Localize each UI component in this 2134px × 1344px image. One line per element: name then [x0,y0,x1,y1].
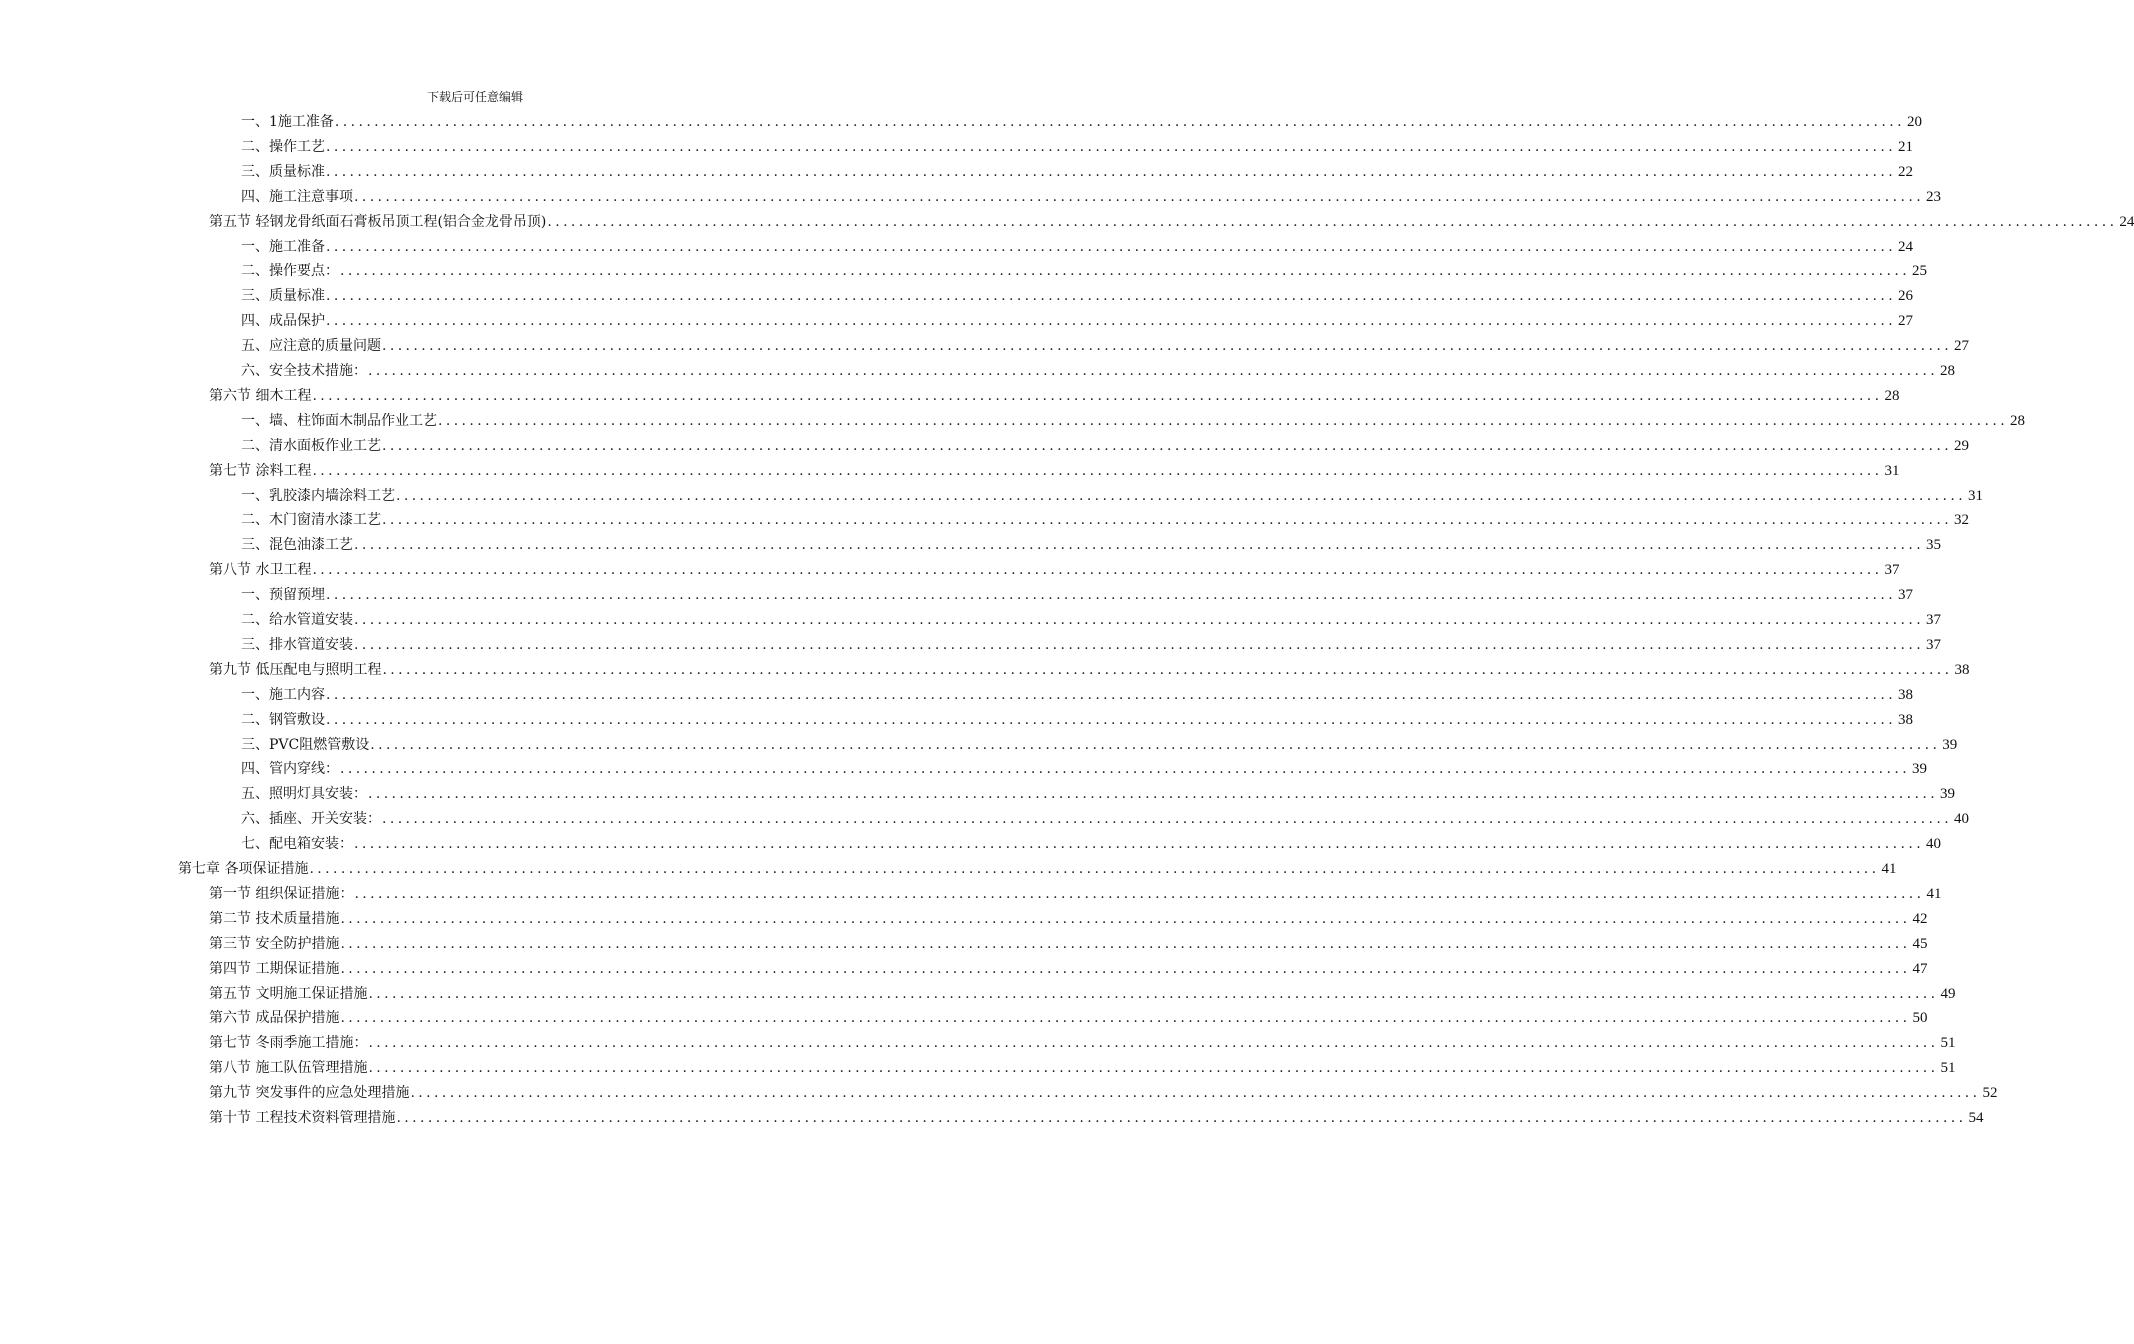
toc-dot-leader: ........................................................................................................................................................................................................ [326,163,1897,180]
toc-entry-page-number: 39 [1912,761,1928,778]
toc-entry-title: 四、施工注意事项 [241,188,353,205]
toc-entry[interactable] [209,882,1942,906]
toc-dot-leader: ........................................................................................................................................................................................................ [334,114,1905,130]
toc-entry-title: 二、给水管道安装 [241,612,353,628]
toc-entry-title: 第九节 低压配电与照明工程 [209,661,382,678]
toc-dot-leader: ........................................................................................................................................................................................................ [368,1035,1939,1052]
toc-entry-title: 三、排水管道安装 [241,636,353,653]
toc-dot-leader: ........................................................................................................................................................................................................ [326,238,1897,255]
toc-entry[interactable] [241,782,1956,806]
toc-dot-leader: ........................................................................................................................................................................................................ [312,387,1883,404]
toc-entry[interactable] [209,1081,1998,1105]
toc-entry[interactable] [241,583,1914,607]
toc-dot-leader: ........................................................................................................................................................................................................ [382,437,1953,454]
toc-entry-title: 第七章 各项保证措施 [178,861,309,877]
toc-entry-title: 第七节 冬雨季施工措施： [209,1035,368,1052]
toc-entry-title: 六、插座、开关安装： [241,811,381,828]
toc-entry-title: 五、照明灯具安装： [241,786,367,803]
toc-entry-title: 一、施工内容 [241,686,325,703]
toc-entry[interactable] [241,608,1942,632]
toc-dot-leader: ........................................................................................................................................................................................................ [312,562,1883,579]
toc-entry-title: 四、管内穿线： [241,761,339,778]
toc-entry-title: 三、PVC阻燃管敷设 [241,736,370,753]
toc-entry-page-number: 20 [1906,114,1922,130]
toc-entry-page-number: 50 [1912,1010,1928,1027]
toc-entry[interactable] [241,832,1942,856]
toc-entry-title: 第八节 水卫工程 [209,562,312,579]
toc-entry[interactable] [241,160,1914,184]
toc-entry-page-number: 24 [2119,213,2134,230]
toc-dot-leader: ........................................................................................................................................................................................................ [340,910,1911,927]
toc-entry-title: 一、乳胶漆内墙涂料工艺 [241,487,395,504]
toc-dot-leader: ........................................................................................................................................................................................................ [312,462,1883,479]
toc-entry[interactable] [209,459,1900,483]
toc-entry[interactable] [241,757,1928,781]
toc-entry-page-number: 22 [1898,163,1914,180]
toc-entry-title: 七、配电箱安装： [241,836,353,853]
toc-entry-title: 第五节 轻钢龙骨纸面石膏板吊顶工程(铝合金龙骨吊顶) [209,213,547,230]
toc-entry-page-number: 41 [1926,885,1942,902]
toc-entry-page-number: 31 [1884,462,1900,479]
toc-entry[interactable] [241,284,1914,308]
toc-entry-page-number: 49 [1940,985,1956,1002]
toc-entry-page-number: 28 [2010,412,2026,429]
toc-entry[interactable] [241,110,1922,134]
toc-entry[interactable] [241,708,1914,732]
toc-dot-leader: ........................................................................................................................................................................................................ [368,1060,1939,1077]
toc-entry-title: 一、施工准备 [241,238,325,255]
toc-entry-title: 第二节 技术质量措施 [209,910,340,927]
toc-entry[interactable] [209,210,2134,234]
toc-entry-title: 二、清水面板作业工艺 [241,437,381,454]
toc-entry-page-number: 31 [1968,487,1984,504]
toc-entry[interactable] [241,807,1970,831]
toc-entry[interactable] [241,733,1958,757]
toc-entry-title: 三、质量标准 [241,163,325,180]
toc-entry[interactable] [241,334,1970,358]
toc-entry-page-number: 37 [1898,587,1914,604]
toc-dot-leader: ........................................................................................................................................................................................................ [382,512,1953,529]
toc-dot-leader: ........................................................................................................................................................................................................ [326,587,1897,604]
toc-entry[interactable] [241,309,1914,333]
toc-entry-page-number: 27 [1954,338,1970,355]
toc-entry-title: 第三节 安全防护措施 [209,935,340,952]
toc-dot-leader: ........................................................................................................................................................................................................ [309,861,1880,877]
toc-dot-leader: ........................................................................................................................................................................................................ [368,363,1939,379]
toc-entry[interactable] [209,957,1928,981]
toc-entry-page-number: 51 [1940,1060,1956,1077]
toc-entry-title: 第九节 突发事件的应急处理措施 [209,1085,410,1102]
toc-entry-page-number: 54 [1968,1110,1984,1126]
toc-dot-leader: ........................................................................................................................................................................................................ [354,836,1925,853]
toc-entry-page-number: 37 [1926,636,1942,653]
toc-entry-title: 第五节 文明施工保证措施 [209,985,368,1002]
toc-entry[interactable] [209,982,1956,1006]
toc-entry-title: 第六节 成品保护措施 [209,1010,340,1027]
toc-dot-leader: ........................................................................................................................................................................................................ [326,288,1897,305]
toc-entry-page-number: 37 [1884,562,1900,579]
toc-entry[interactable] [209,1006,1928,1030]
toc-dot-leader: ........................................................................................................................................................................................................ [354,885,1925,902]
toc-entry-title: 二、操作工艺 [241,138,325,155]
toc-dot-leader: ........................................................................................................................................................................................................ [382,661,1953,678]
toc-dot-leader: ........................................................................................................................................................................................................ [340,960,1911,977]
toc-dot-leader: ........................................................................................................................................................................................................ [354,537,1925,554]
toc-entry-title: 一、1施工准备 [241,114,334,130]
toc-entry-title: 四、成品保护 [241,313,325,330]
toc-entry-title: 第四节 工期保证措施 [209,960,340,977]
toc-entry-title: 三、质量标准 [241,288,325,305]
toc-dot-leader: ........................................................................................................................................................................................................ [326,686,1897,703]
toc-entry-page-number: 29 [1954,437,1970,454]
page-header: 下载后可任意编辑 [426,90,523,104]
toc-entry-title: 一、预留预埋 [241,587,325,604]
toc-entry-page-number: 38 [1898,711,1914,728]
toc-entry[interactable] [241,235,1914,259]
toc-entry-page-number: 42 [1912,910,1928,927]
toc-entry-title: 第七节 涂料工程 [209,462,312,479]
toc-entry-page-number: 39 [1940,786,1956,803]
toc-dot-leader: ........................................................................................................................................................................................................ [340,1010,1911,1027]
toc-dot-leader: ........................................................................................................................................................................................................ [340,761,1911,778]
toc-entry-title: 二、木门窗清水漆工艺 [241,512,381,529]
toc-entry-page-number: 35 [1926,537,1942,554]
toc-entry-page-number: 28 [1884,387,1900,404]
toc-dot-leader: ........................................................................................................................................................................................................ [438,412,2009,429]
toc-entry-page-number: 37 [1926,612,1942,628]
toc-entry[interactable] [241,533,1942,557]
toc-entry-title: 第六节 细木工程 [209,387,312,404]
toc-entry[interactable] [241,434,1970,458]
toc-entry-title: 六、安全技术措施： [241,363,367,379]
toc-entry[interactable] [209,658,1970,682]
toc-dot-leader: ........................................................................................................................................................................................................ [382,338,1953,355]
toc-entry-page-number: 38 [1954,661,1970,678]
toc-entry-page-number: 45 [1912,935,1928,952]
toc-dot-leader: ........................................................................................................................................................................................................ [326,711,1897,728]
toc-entry[interactable] [209,1056,1956,1080]
toc-dot-leader: ........................................................................................................................................................................................................ [326,138,1897,155]
toc-entry-page-number: 39 [1942,736,1958,753]
toc-entry[interactable] [241,185,1942,209]
toc-dot-leader: ........................................................................................................................................................................................................ [368,786,1939,803]
toc-entry[interactable] [209,558,1900,582]
toc-entry-page-number: 52 [1982,1085,1998,1102]
toc-entry[interactable] [241,259,1928,283]
toc-entry[interactable] [241,683,1914,707]
toc-entry[interactable] [241,359,1956,383]
toc-entry-page-number: 28 [1940,363,1956,379]
toc-dot-leader: ........................................................................................................................................................................................................ [326,313,1897,330]
toc-entry-page-number: 51 [1940,1035,1956,1052]
toc-dot-leader: ........................................................................................................................................................................................................ [368,985,1939,1002]
toc-dot-leader: ........................................................................................................................................................................................................ [410,1085,1981,1102]
toc-dot-leader: ........................................................................................................................................................................................................ [382,811,1953,828]
toc-entry-page-number: 25 [1912,263,1928,280]
toc-entry[interactable] [209,384,1900,408]
toc-entry[interactable] [209,1031,1956,1055]
toc-entry-page-number: 40 [1926,836,1942,853]
toc-dot-leader: ........................................................................................................................................................................................................ [340,263,1911,280]
toc-entry-page-number: 32 [1954,512,1970,529]
toc-dot-leader: ........................................................................................................................................................................................................ [354,188,1925,205]
toc-entry[interactable] [209,932,1928,956]
toc-dot-leader: ........................................................................................................................................................................................................ [370,736,1941,753]
toc-entry[interactable] [209,1106,1984,1130]
toc-entry-page-number: 24 [1898,238,1914,255]
toc-dot-leader: ........................................................................................................................................................................................................ [396,1110,1967,1126]
toc-entry-page-number: 40 [1954,811,1970,828]
toc-entry-page-number: 41 [1881,861,1897,877]
toc-dot-leader: ........................................................................................................................................................................................................ [354,636,1925,653]
toc-entry-title: 二、钢管敷设 [241,711,325,728]
toc-entry[interactable] [209,907,1928,931]
toc-entry[interactable] [178,857,1897,881]
toc-entry-title: 第一节 组织保证措施： [209,885,354,902]
toc-entry[interactable] [241,508,1970,532]
toc-entry[interactable] [241,135,1914,159]
toc-entry-title: 二、操作要点： [241,263,339,280]
toc-entry[interactable] [241,409,2026,433]
toc-entry-title: 第八节 施工队伍管理措施 [209,1060,368,1077]
toc-entry-page-number: 47 [1912,960,1928,977]
toc-entry-title: 三、混色油漆工艺 [241,537,353,554]
toc-entry-page-number: 38 [1898,686,1914,703]
toc-entry-title: 五、应注意的质量问题 [241,338,381,355]
toc-entry[interactable] [241,633,1942,657]
toc-entry[interactable] [241,484,1984,508]
toc-dot-leader: ........................................................................................................................................................................................................ [340,935,1911,952]
toc-dot-leader: ........................................................................................................................................................................................................ [354,612,1925,628]
toc-entry-page-number: 27 [1898,313,1914,330]
toc-entry-page-number: 23 [1926,188,1942,205]
toc-dot-leader: ........................................................................................................................................................................................................ [396,487,1967,504]
toc-entry-title: 第十节 工程技术资料管理措施 [209,1110,396,1126]
toc-entry-title: 一、墙、柱饰面木制品作业工艺 [241,412,437,429]
toc-dot-leader: ........................................................................................................................................................................................................ [547,213,2118,230]
toc-entry-page-number: 21 [1898,138,1914,155]
toc-entry-page-number: 26 [1898,288,1914,305]
